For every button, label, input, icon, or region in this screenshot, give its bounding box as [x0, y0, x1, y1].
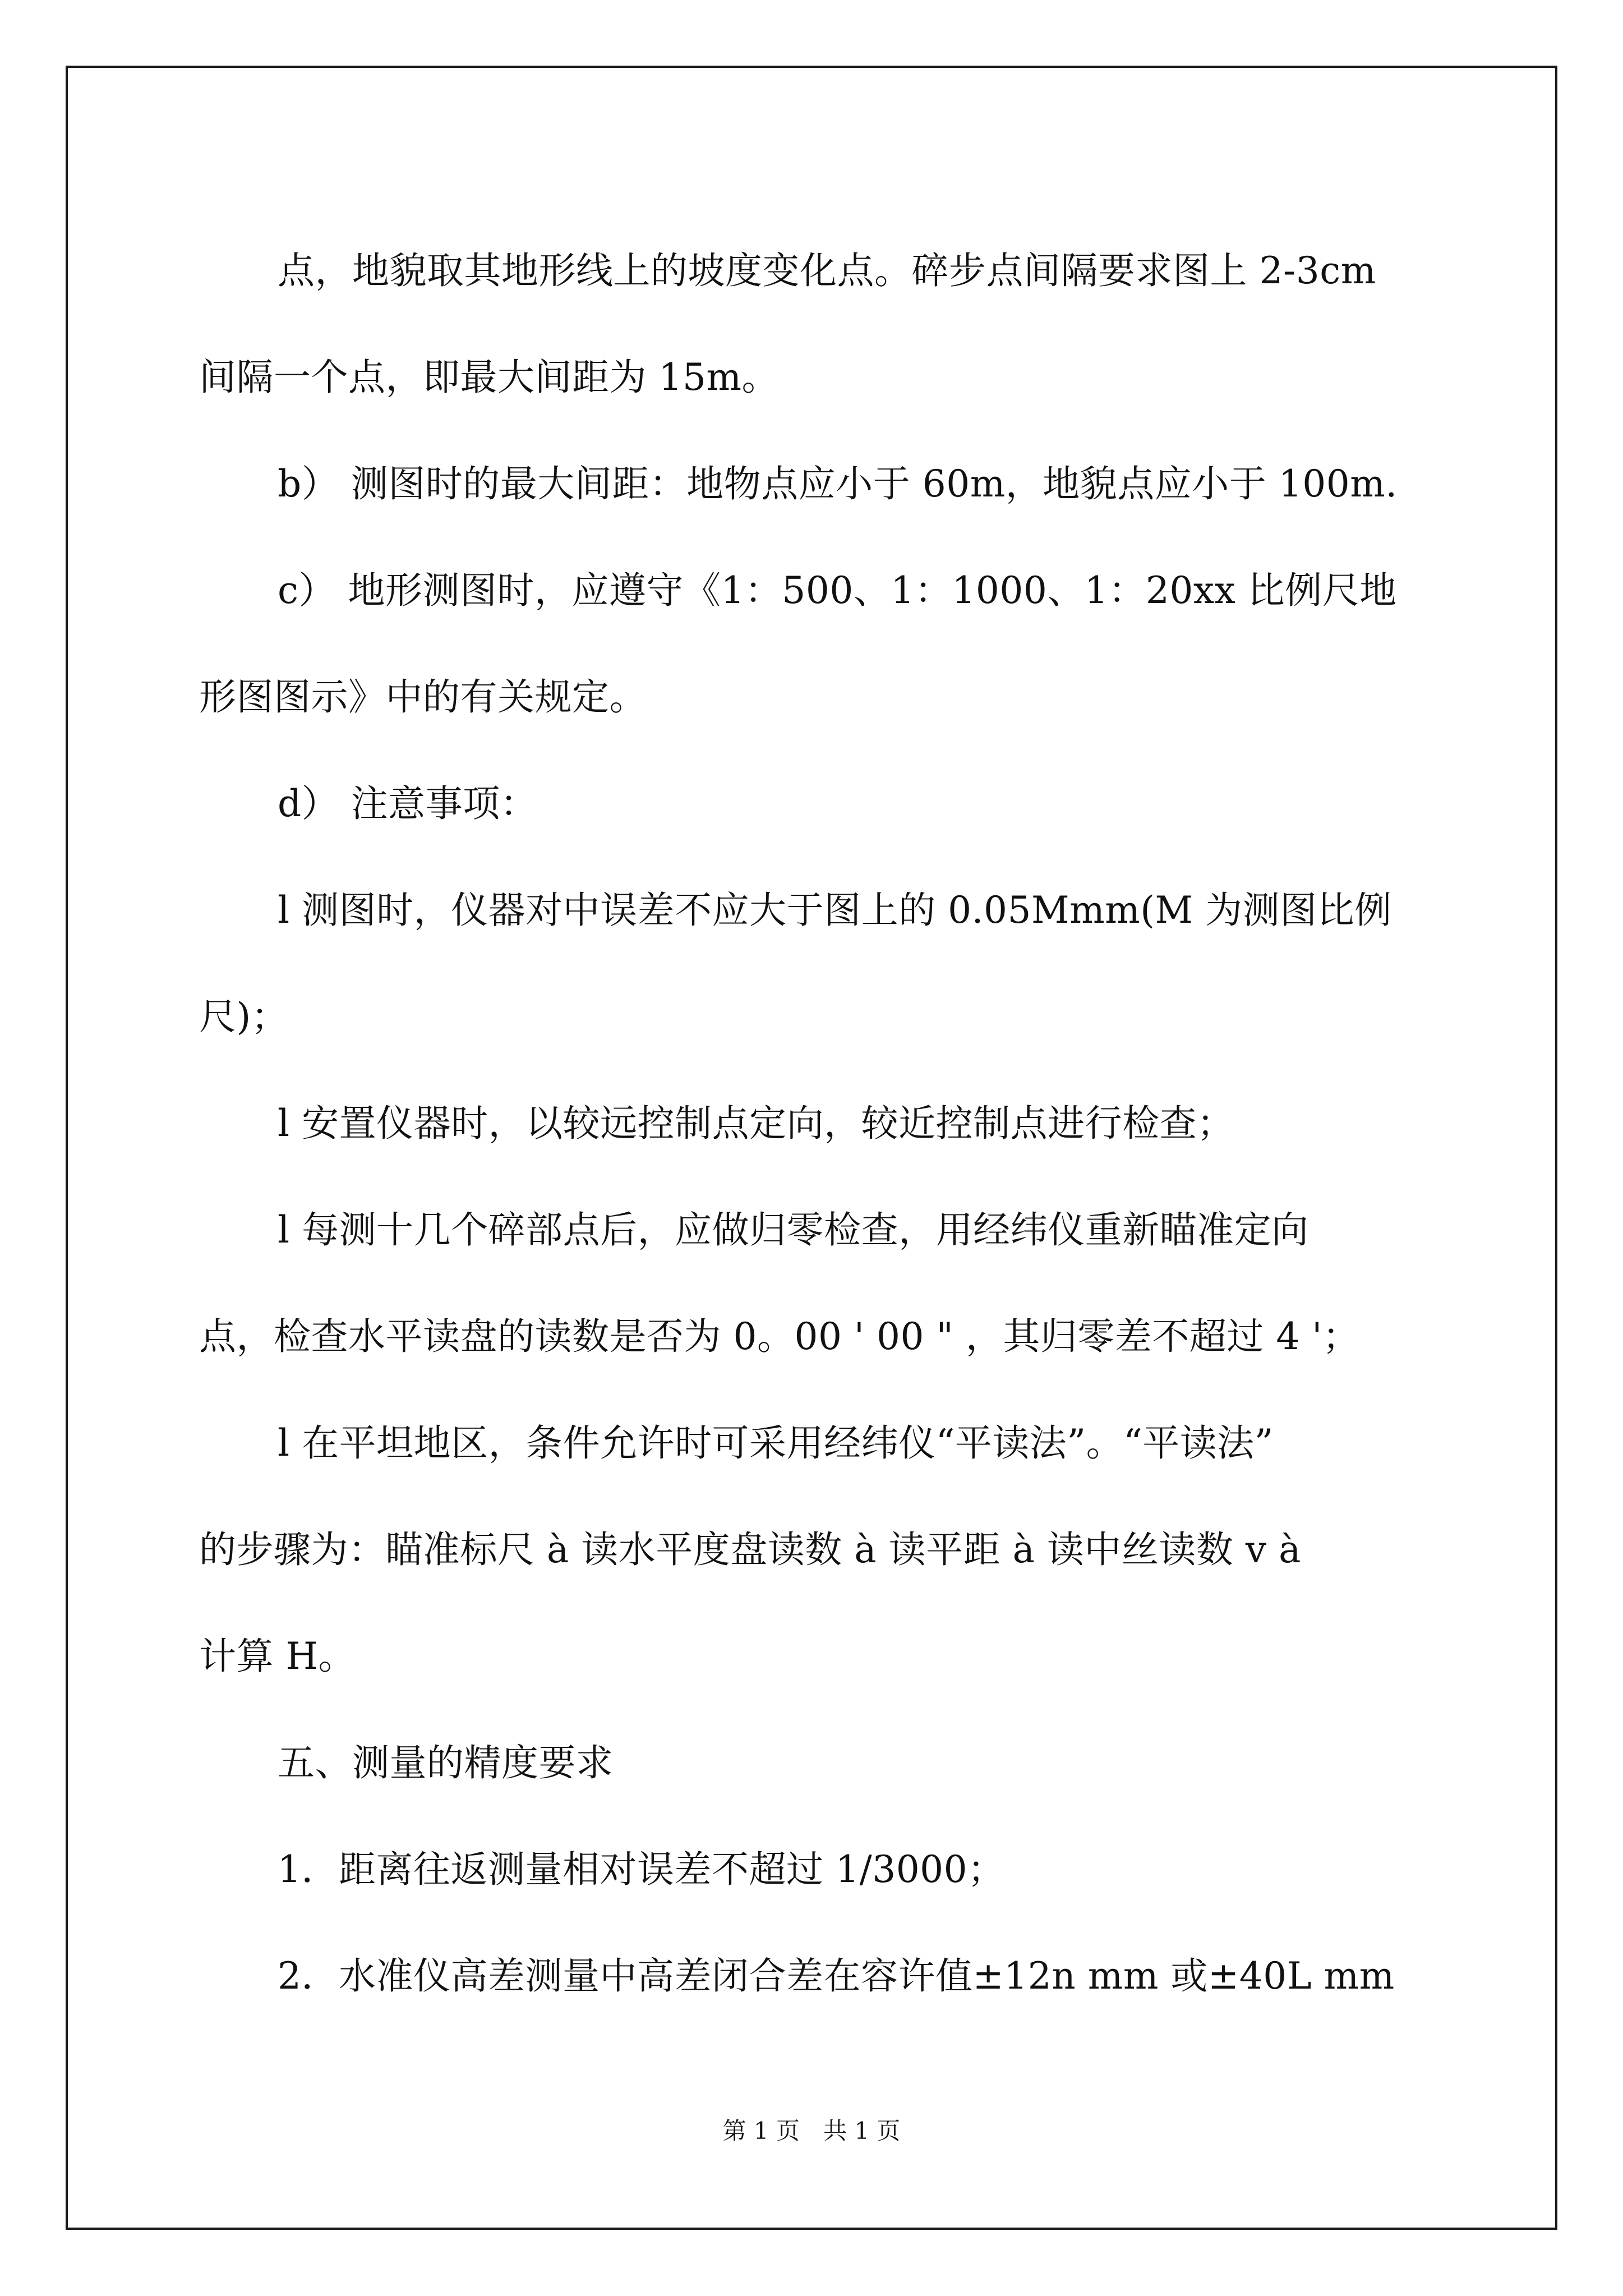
- paragraph-line: 间隔一个点，即最大间距为 15m。: [199, 356, 780, 399]
- paragraph-line: c） 地形测图时，应遵守《1：500、1：1000、1：20xx 比例尺地: [278, 569, 1397, 612]
- paragraph-line: l 每测十几个碎部点后，应做归零检查，用经纬仪重新瞄准定向: [278, 1208, 1309, 1251]
- paragraph-line: 点，检查水平读盘的读数是否为 0。00 ' 00 " ，其归零差不超过 4 '；: [199, 1315, 1360, 1358]
- paragraph-line: l 安置仪器时，以较远控制点定向，较近控制点进行检查；: [278, 1102, 1234, 1145]
- paragraph-line: 1．距离往返测量相对误差不超过 1/3000；: [278, 1848, 1005, 1891]
- document-body: [199, 218, 1427, 2030]
- paragraph-line: 2．水准仪高差测量中高差闭合差在容许值±12n mm 或±40L mm: [278, 1954, 1395, 1998]
- page-footer: 第 1 页 共 1 页: [722, 2117, 901, 2145]
- paragraph-line: d） 注意事项：: [278, 782, 538, 825]
- paragraph-line: b） 测图时的最大间距：地物点应小于 60m，地貌点应小于 100m.: [278, 462, 1398, 505]
- paragraph-line: 尺)；: [199, 995, 289, 1038]
- paragraph-line: 点，地貌取其地形线上的坡度变化点。碎步点间隔要求图上 2-3cm: [278, 249, 1376, 292]
- paragraph-line: 计算 H。: [199, 1635, 356, 1678]
- section-heading: 五、测量的精度要求: [278, 1741, 614, 1784]
- paragraph-line: l 测图时，仪器对中误差不应大于图上的 0.05Mmm(M 为测图比例: [278, 889, 1392, 932]
- paragraph-line: l 在平坦地区，条件允许时可采用经纬仪“平读法”。“平读法”: [278, 1421, 1274, 1465]
- paragraph-line: 形图图示》中的有关规定。: [199, 675, 647, 719]
- paragraph-line: 的步骤为：瞄准标尺 à 读水平度盘读数 à 读平距 à 读中丝读数 v à: [199, 1528, 1302, 1571]
